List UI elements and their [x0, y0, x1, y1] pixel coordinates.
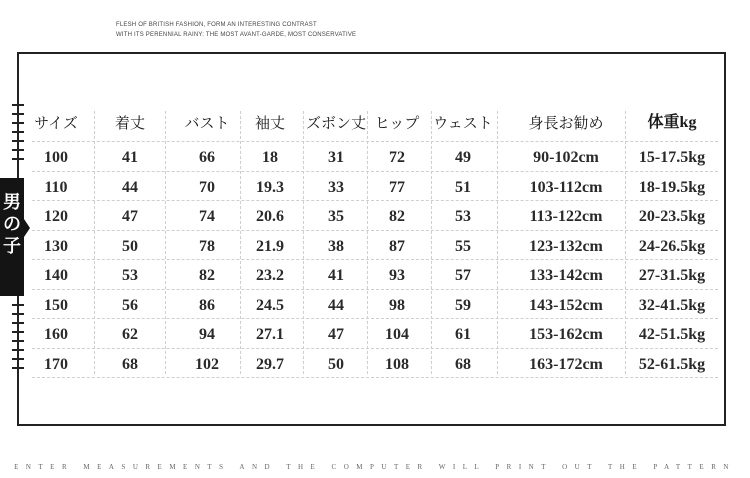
table-cell: 15-17.5kg	[638, 149, 706, 166]
table-cell: 19.3	[256, 179, 284, 196]
table-cell: 104	[385, 326, 409, 343]
side-label-char: 子	[3, 236, 21, 257]
column-header: ウェスト	[433, 114, 493, 132]
table-cell: 108	[385, 356, 409, 373]
table-cell: 70	[199, 179, 215, 196]
column-separator	[94, 111, 95, 374]
stitch-mark	[12, 113, 24, 115]
table-cell: 33	[328, 179, 344, 196]
table-cell: 23.2	[256, 267, 284, 284]
table-cell: 41	[122, 149, 138, 166]
table-cell: 87	[389, 238, 405, 255]
table-cell: 140	[44, 267, 68, 284]
table-cell: 82	[389, 208, 405, 225]
table-cell: 20-23.5kg	[638, 208, 706, 225]
column-header: ヒップ	[374, 114, 420, 132]
table-cell: 123-132cm	[529, 238, 603, 255]
column-header: 身長お勧め	[528, 114, 604, 132]
table-cell: 72	[389, 149, 405, 166]
table-cell: 94	[199, 326, 215, 343]
table-cell: 24-26.5kg	[638, 238, 706, 255]
table-cell: 98	[389, 297, 405, 314]
stitch-mark	[12, 122, 24, 124]
column-header: バスト	[184, 114, 230, 132]
table-cell: 66	[199, 149, 215, 166]
table-cell: 74	[199, 208, 215, 225]
table-cell: 27-31.5kg	[638, 267, 706, 284]
stitch-mark	[12, 322, 24, 324]
table-cell: 100	[44, 149, 68, 166]
column-separator	[240, 111, 241, 374]
table-cell: 102	[195, 356, 219, 373]
table-cell: 57	[455, 267, 471, 284]
stitch-mark	[12, 367, 24, 369]
table-cell: 82	[199, 267, 215, 284]
table-cell: 59	[455, 297, 471, 314]
table-cell: 42-51.5kg	[638, 326, 706, 343]
column-header: 袖丈	[254, 114, 285, 132]
stitch-mark	[12, 140, 24, 142]
table-cell: 50	[328, 356, 344, 373]
footer-caption: ENTER MEASUREMENTS AND THE COMPUTER WILL PRINT OUT THE PATTERN	[14, 463, 736, 471]
table-cell: 21.9	[256, 238, 284, 255]
table-cell: 27.1	[256, 326, 284, 343]
table-cell: 41	[328, 267, 344, 284]
table-cell: 103-112cm	[529, 179, 603, 196]
table-cell: 90-102cm	[533, 149, 599, 166]
column-header: ズボン丈	[305, 114, 366, 132]
table-cell: 110	[44, 179, 68, 196]
table-cell: 93	[389, 267, 405, 284]
table-cell: 47	[122, 208, 138, 225]
table-cell: 49	[455, 149, 471, 166]
column-header: 着丈	[114, 114, 145, 132]
table-cell: 163-172cm	[529, 356, 603, 373]
table-cell: 120	[44, 208, 68, 225]
table-cell: 113-122cm	[529, 208, 603, 225]
table-cell: 52-61.5kg	[638, 356, 706, 373]
stitch-mark	[12, 131, 24, 133]
column-header: 体重kg	[647, 114, 697, 131]
column-separator	[165, 111, 166, 374]
table-cell: 55	[455, 238, 471, 255]
table-cell: 77	[389, 179, 405, 196]
table-cell: 133-142cm	[529, 267, 603, 284]
table-cell: 68	[122, 356, 138, 373]
side-label-boys	[0, 192, 24, 258]
table-cell: 86	[199, 297, 215, 314]
table-cell: 35	[328, 208, 344, 225]
table-cell: 18	[262, 149, 278, 166]
table-cell: 18-19.5kg	[638, 179, 706, 196]
table-cell: 62	[122, 326, 138, 343]
table-cell: 56	[122, 297, 138, 314]
table-cell: 29.7	[256, 356, 284, 373]
table-cell: 68	[455, 356, 471, 373]
column-header: サイズ	[34, 114, 78, 132]
table-cell: 50	[122, 238, 138, 255]
table-cell: 53	[122, 267, 138, 284]
side-label-char: 男	[3, 192, 21, 213]
table-cell: 44	[122, 179, 138, 196]
table-cell: 32-41.5kg	[638, 297, 706, 314]
table-cell: 78	[199, 238, 215, 255]
table-cell: 143-152cm	[529, 297, 603, 314]
table-cell: 170	[44, 356, 68, 373]
stitch-mark	[12, 313, 24, 315]
table-cell: 20.6	[256, 208, 284, 225]
table-cell: 150	[44, 297, 68, 314]
stitch-mark	[12, 358, 24, 360]
stitch-mark	[12, 304, 24, 306]
side-label-char: の	[3, 214, 21, 235]
table-cell: 47	[328, 326, 344, 343]
table-cell: 44	[328, 297, 344, 314]
stitch-mark	[12, 149, 24, 151]
stitch-mark	[12, 158, 24, 160]
table-cell: 38	[328, 238, 344, 255]
table-cell: 31	[328, 149, 344, 166]
table-cell: 153-162cm	[529, 326, 603, 343]
stitch-mark	[12, 340, 24, 342]
table-cell: 24.5	[256, 297, 284, 314]
stitch-mark	[12, 349, 24, 351]
table-cell: 53	[455, 208, 471, 225]
row-separator	[32, 141, 718, 142]
stitch-mark	[12, 104, 24, 106]
table-cell: 160	[44, 326, 68, 343]
stitch-mark	[12, 331, 24, 333]
table-cell: 61	[455, 326, 471, 343]
tagline-line-1: FLESH OF BRITISH FASHION, FORM AN INTERESTING CONTRAST	[116, 22, 317, 28]
table-cell: 51	[455, 179, 471, 196]
tagline-line-2: WITH ITS PERENNIAL RAINY: THE MOST AVANT-GARDE, MOST CONSERVATIVE	[116, 32, 357, 38]
table-cell: 130	[44, 238, 68, 255]
